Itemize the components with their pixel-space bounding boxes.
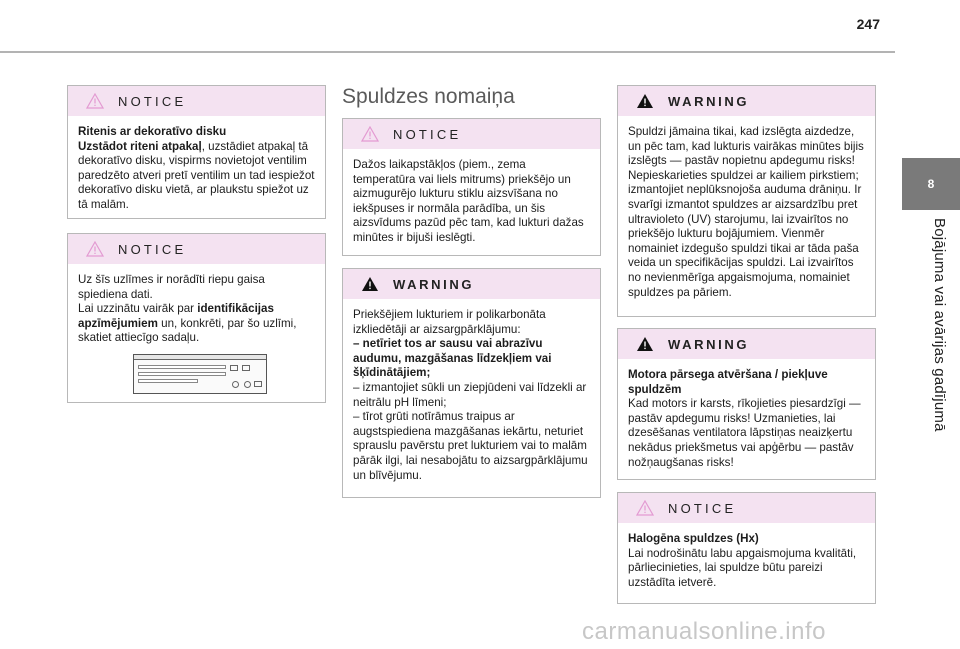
header-rule <box>0 51 895 53</box>
notice-header <box>618 493 875 523</box>
warning-label: WARNING <box>393 276 475 292</box>
notice-label: NOTICE <box>118 93 187 109</box>
notice-link-text: identifikācijas apzīmējumiem <box>78 302 274 330</box>
warning-filled-icon <box>361 276 379 292</box>
warning-header <box>618 86 875 116</box>
warning-filled-icon <box>636 93 654 109</box>
notice-title: Ritenis ar dekoratīvo disku <box>78 125 227 138</box>
warning-outline-icon <box>361 126 379 142</box>
tyre-pressure-label-illustration <box>133 354 267 394</box>
chapter-tab[interactable]: 8 <box>902 158 960 210</box>
warning-outline-icon <box>636 500 654 516</box>
warning-text: – izmantojiet sūkli un ziepjūdeni vai līdzekli ar neitrālu pH līmeni; <box>353 380 587 409</box>
notice-header <box>68 86 325 116</box>
notice-box-tyre-label <box>67 233 326 403</box>
warning-box-bonnet <box>617 328 876 480</box>
warning-outline-icon <box>86 241 104 257</box>
notice-header <box>68 234 325 264</box>
warning-text: Priekšējiem lukturiem ir polikarbonāta izkliedētāji ar aizsargpārklājumu: <box>353 308 546 336</box>
notice-title: Halogēna spuldzes (Hx) <box>628 532 759 545</box>
notice-text-tail: un, konkrēti, par šo uzlīmi, skatiet attiecīgo sadaļu. <box>78 316 297 345</box>
warning-title: Motora pārsega atvēršana / piekļuve spuldzēm <box>628 368 828 396</box>
warning-header <box>618 329 875 359</box>
notice-label: NOTICE <box>118 241 187 257</box>
notice-box-fogging <box>342 118 601 256</box>
warning-box-polycarbonate <box>342 268 601 498</box>
notice-text: Uz šīs uzlīmes ir norādīti riepu gaisa spiediena dati. <box>78 273 265 301</box>
warning-label: WARNING <box>668 336 750 352</box>
warning-header <box>343 269 600 299</box>
section-title: Spuldzes nomaiņa <box>342 85 515 108</box>
watermark: carmanualsonline.info <box>582 618 826 645</box>
warning-text: Spuldzi jāmaina tikai, kad izslēgta aizdedze, un pēc tam, kad lukturis vairākas minūtes bijis izslēgts — pastāv nopietnu apdegumu risks! Nepieskarieties spuldzei ar kailiem pirkstiem; izmantojiet neplūksnojoša auduma drāniņu. Ir svarīgi izmantot spuldzes ar aizsardzību pret ultravioleto (UV) starojumu, lai izvairītos no priekšējo lukturu bojājumiem. Vienmēr nomainiet izdegušo spuldzi tikai ar tāda paša veida un specifikācijas spuldzi. Lai izvairītos no nevienmērīga apgaismojuma, nomainiet spuldzes pa pāriem. <box>628 125 864 299</box>
warning-text: Kad motors ir karsts, rīkojieties piesardzīgi — pastāv apdegumu risks! Uzmanieties, lai dzesēšanas ventilatora lāpstiņas neaizķertu nekādus priekšmetus vai apģērbu — pastāv nožņaugšanas risks! <box>628 397 861 469</box>
notice-text: Lai nodrošinātu labu apgaismojuma kvalitāti, pārliecinieties, lai spuldze būtu pareizi uzstādīta ietverē. <box>628 546 857 589</box>
chapter-title: Bojājuma vai avārijas gadījumā <box>931 218 948 432</box>
warning-box-bulb-replacement <box>617 85 876 317</box>
notice-text: , uzstādiet atpakaļ tā dekoratīvo disku, vispirms novietojot ventilim paredzēto atveri pretī ventilim un tad iespiežot dekoratīvo disku vietā, ar plaukstu spiežot uz tā malām. <box>78 139 315 211</box>
notice-header <box>343 119 600 149</box>
warning-filled-icon <box>636 336 654 352</box>
warning-bold-text: – netīriet tos ar sausu vai abrazīvu audumu, mazgāšanas līdzekļiem vai šķīdinātājiem; <box>353 337 552 380</box>
warning-label: WARNING <box>668 93 750 109</box>
notice-text: Dažos laikapstākļos (piem., zema temperatūra vai liels mitrums) priekšējo un aizmugurējo lukturu stiklu aizsvīšana no iekšpuses ir normāla parādība, un šis aizsvīdums pazūd pēc tam, kad lukturi dažas minūtes ir bijuši ieslēgti. <box>353 158 584 244</box>
notice-label: NOTICE <box>668 500 737 516</box>
notice-label: NOTICE <box>393 126 462 142</box>
notice-box-halogen <box>617 492 876 604</box>
warning-text: – tīrot grūti notīrāmus traipus ar augstspiediena mazgāšanas iekārtu, neturiet sprauslu pavērstu pret lukturiem vai to malām pārāk ilgi, lai nesabojātu to aizsargpārklājumu un blīvējumu. <box>353 410 588 482</box>
notice-box-decorative-disc <box>67 85 326 219</box>
notice-text-lead: Lai uzzinātu vairāk par <box>78 302 198 316</box>
notice-bold-text: Uzstādot riteni atpakaļ <box>78 139 202 153</box>
warning-outline-icon <box>86 93 104 109</box>
page-number: 247 <box>856 16 880 32</box>
